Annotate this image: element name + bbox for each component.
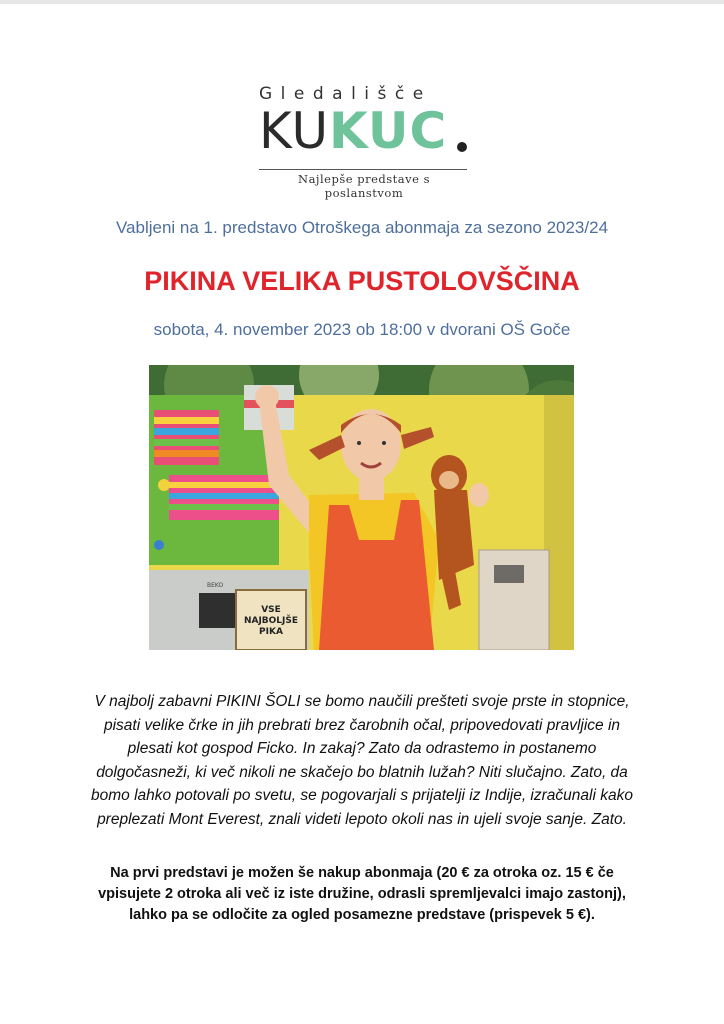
page-top-border	[0, 0, 724, 4]
description-paragraph: V najbolj zabavni PIKINI ŠOLI se bomo naučili prešteti svoje prste in stopnice, pisati velike črke in jih prebrati brez čarobnih očal, pripovedovati pravljice in plesati kot gospod Ficko. In zakaj? Zato da odrastemo in postanemo dolgočasneži, ki več nikoli ne skačejo bo blatnih lužah? Niti slučajno. Zato, da bomo lahko potovali po svetu, se pogovarjali s prijatelji iz Indije, izračunali kako preplezati Mont Everest, znali videti lepoto okoli nas in ujeli svoje sanje. Zato.	[91, 693, 633, 828]
logo-top-word: Gledališče	[259, 84, 432, 104]
kukuc-logo	[255, 84, 475, 200]
invite-line: Vabljeni na 1. predstavo Otroškega abonmaja za sezono 2023/24	[115, 218, 609, 237]
sign-line-2: NAJBOLJŠE	[243, 616, 299, 626]
logo-brand-part1: KU	[259, 102, 330, 160]
logo-brand-part2: KUC	[329, 102, 448, 160]
ticket-note: Na prvi predstavi je možen še nakup abonmaja (20 € za otroka oz. 15 € če vpisujete 2 otroka ali več iz iste družine, odrasli spremljevalci imajo zastonj), lahko pa se odločite za ogled posamezne predstave (prispevek 5 €).	[98, 865, 626, 923]
logo-tagline: Najlepše predstave s poslanstvom	[298, 172, 430, 200]
show-photo	[149, 365, 574, 650]
sign-line-3: PIKA	[259, 627, 283, 637]
date-line: sobota, 4. november 2023 ob 18:00 v dvorani OŠ Goče	[153, 320, 571, 339]
sign-line-1: VSE	[261, 605, 281, 615]
show-title: PIKINA VELIKA PUSTOLOVŠČINA	[144, 266, 580, 296]
logo-wordmark	[259, 102, 448, 160]
logo-dot	[457, 142, 467, 152]
fridge-label: BEKO	[207, 582, 224, 589]
logo-divider	[259, 169, 467, 170]
